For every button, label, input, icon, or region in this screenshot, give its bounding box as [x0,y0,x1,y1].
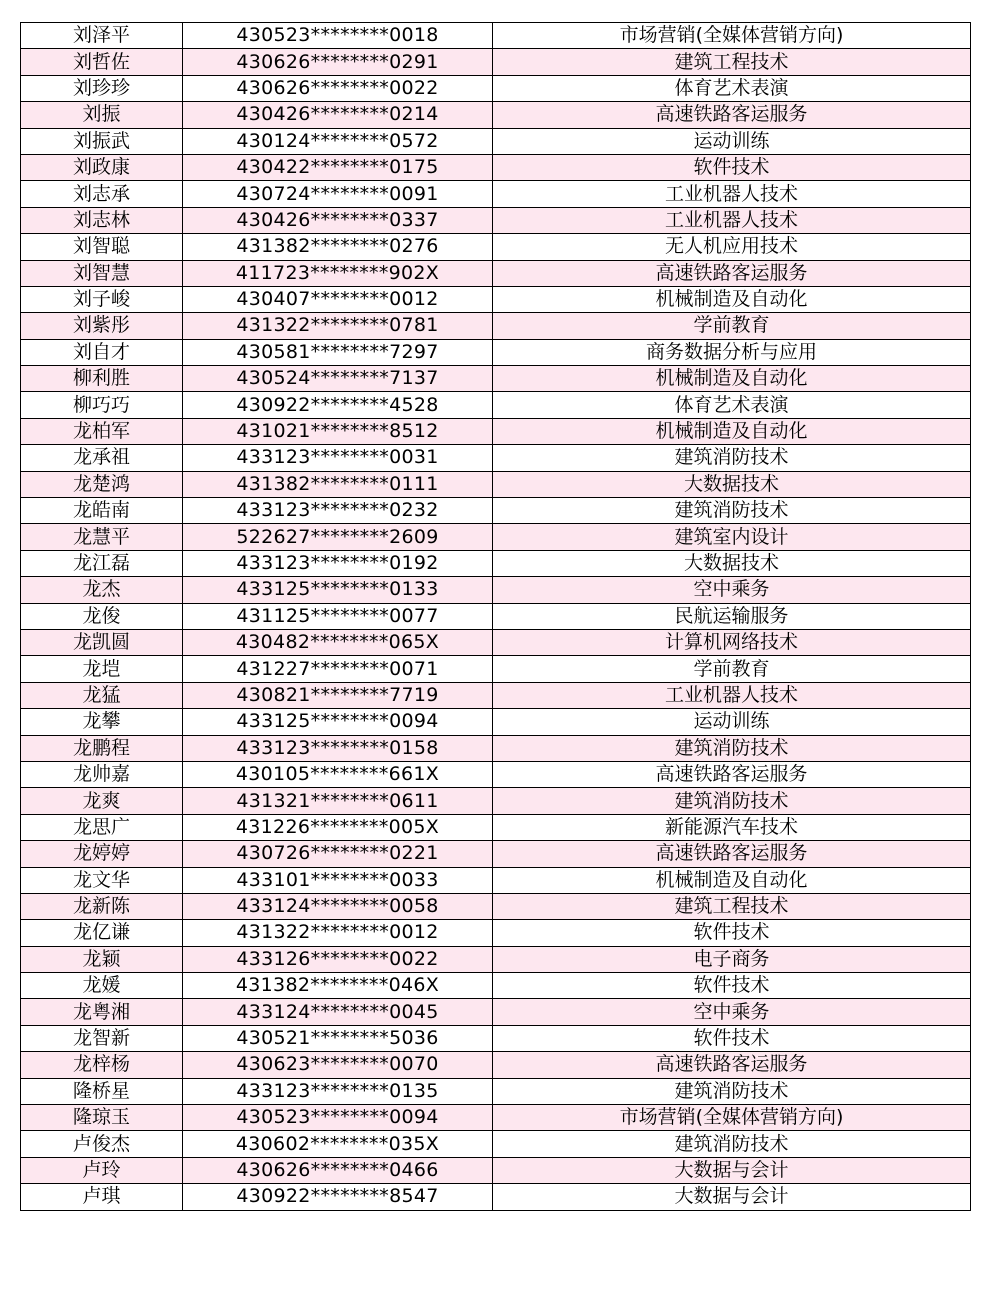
major-cell: 工业机器人技术 [493,682,971,708]
student-name-cell: 龙垲 [21,656,183,682]
major-cell: 大数据技术 [493,471,971,497]
major-cell: 建筑工程技术 [493,49,971,75]
id-number-cell: 522627********2609 [183,524,493,550]
major-cell: 机械制造及自动化 [493,286,971,312]
table-row [21,841,971,867]
student-name-cell: 龙智新 [21,1025,183,1051]
student-name-cell: 柳利胜 [21,366,183,392]
id-number-cell: 433123********0232 [183,498,493,524]
major-cell: 市场营销(全媒体营销方向) [493,23,971,49]
student-name-cell: 龙楚鸿 [21,471,183,497]
student-name-cell: 龙慧平 [21,524,183,550]
student-name-cell: 刘政康 [21,154,183,180]
student-table [20,22,971,1211]
id-number-cell: 433123********0031 [183,445,493,471]
table-row [21,207,971,233]
id-number-cell: 430626********0022 [183,75,493,101]
table-row [21,761,971,787]
table-row [21,656,971,682]
student-name-cell: 刘振武 [21,128,183,154]
student-name-cell: 刘珍珍 [21,75,183,101]
id-number-cell: 430602********035X [183,1131,493,1157]
id-number-cell: 433124********0058 [183,893,493,919]
id-number-cell: 430726********0221 [183,841,493,867]
student-table-body [21,23,971,1211]
id-number-cell: 430581********7297 [183,339,493,365]
student-name-cell: 龙江磊 [21,550,183,576]
table-row [21,1078,971,1104]
student-name-cell: 刘自才 [21,339,183,365]
student-name-cell: 龙梓杨 [21,1052,183,1078]
major-cell: 工业机器人技术 [493,181,971,207]
student-name-cell: 龙爽 [21,788,183,814]
table-row [21,418,971,444]
table-row [21,682,971,708]
major-cell: 学前教育 [493,656,971,682]
table-row [21,1105,971,1131]
id-number-cell: 433123********0158 [183,735,493,761]
table-row [21,471,971,497]
major-cell: 软件技术 [493,1025,971,1051]
major-cell: 建筑消防技术 [493,735,971,761]
table-row [21,524,971,550]
student-name-cell: 卢琪 [21,1184,183,1210]
major-cell: 民航运输服务 [493,603,971,629]
id-number-cell: 430124********0572 [183,128,493,154]
table-row [21,23,971,49]
major-cell: 大数据与会计 [493,1157,971,1183]
table-row [21,550,971,576]
student-name-cell: 龙思广 [21,814,183,840]
table-row [21,154,971,180]
major-cell: 高速铁路客运服务 [493,260,971,286]
id-number-cell: 430521********5036 [183,1025,493,1051]
table-row [21,629,971,655]
major-cell: 高速铁路客运服务 [493,102,971,128]
student-name-cell: 刘泽平 [21,23,183,49]
table-row [21,128,971,154]
table-row [21,893,971,919]
table-row [21,1184,971,1210]
table-row [21,181,971,207]
id-number-cell: 430524********7137 [183,366,493,392]
student-name-cell: 龙新陈 [21,893,183,919]
student-name-cell: 龙俊 [21,603,183,629]
table-row [21,498,971,524]
id-number-cell: 430422********0175 [183,154,493,180]
id-number-cell: 411723********902X [183,260,493,286]
table-row [21,577,971,603]
student-name-cell: 卢玲 [21,1157,183,1183]
major-cell: 体育艺术表演 [493,75,971,101]
id-number-cell: 430922********4528 [183,392,493,418]
student-name-cell: 龙婷婷 [21,841,183,867]
table-row [21,260,971,286]
student-name-cell: 龙攀 [21,709,183,735]
major-cell: 软件技术 [493,920,971,946]
major-cell: 大数据技术 [493,550,971,576]
major-cell: 大数据与会计 [493,1184,971,1210]
id-number-cell: 433101********0033 [183,867,493,893]
id-number-cell: 431382********046X [183,973,493,999]
id-number-cell: 431382********0276 [183,234,493,260]
table-row [21,49,971,75]
student-name-cell: 龙猛 [21,682,183,708]
table-row [21,999,971,1025]
student-name-cell: 卢俊杰 [21,1131,183,1157]
student-name-cell: 龙柏军 [21,418,183,444]
major-cell: 建筑工程技术 [493,893,971,919]
id-number-cell: 430922********8547 [183,1184,493,1210]
major-cell: 高速铁路客运服务 [493,841,971,867]
student-name-cell: 隆琼玉 [21,1105,183,1131]
major-cell: 新能源汽车技术 [493,814,971,840]
table-row [21,366,971,392]
major-cell: 市场营销(全媒体营销方向) [493,1105,971,1131]
student-name-cell: 龙鹏程 [21,735,183,761]
major-cell: 建筑消防技术 [493,1131,971,1157]
student-list-sheet [20,22,970,1211]
student-name-cell: 刘子峻 [21,286,183,312]
id-number-cell: 430821********7719 [183,682,493,708]
id-number-cell: 433126********0022 [183,946,493,972]
id-number-cell: 430482********065X [183,629,493,655]
table-row [21,1131,971,1157]
id-number-cell: 431382********0111 [183,471,493,497]
id-number-cell: 431322********0781 [183,313,493,339]
student-name-cell: 龙皓南 [21,498,183,524]
student-name-cell: 刘智慧 [21,260,183,286]
id-number-cell: 433125********0133 [183,577,493,603]
id-number-cell: 430523********0018 [183,23,493,49]
major-cell: 空中乘务 [493,999,971,1025]
student-name-cell: 刘志林 [21,207,183,233]
table-row [21,1052,971,1078]
major-cell: 电子商务 [493,946,971,972]
table-row [21,735,971,761]
table-row [21,814,971,840]
id-number-cell: 431227********0071 [183,656,493,682]
major-cell: 机械制造及自动化 [493,418,971,444]
student-name-cell: 龙帅嘉 [21,761,183,787]
major-cell: 运动训练 [493,709,971,735]
major-cell: 体育艺术表演 [493,392,971,418]
student-name-cell: 刘振 [21,102,183,128]
table-row [21,973,971,999]
id-number-cell: 433124********0045 [183,999,493,1025]
table-row [21,603,971,629]
table-row [21,339,971,365]
id-number-cell: 430105********661X [183,761,493,787]
major-cell: 空中乘务 [493,577,971,603]
major-cell: 软件技术 [493,973,971,999]
table-row [21,709,971,735]
major-cell: 学前教育 [493,313,971,339]
major-cell: 无人机应用技术 [493,234,971,260]
id-number-cell: 431321********0611 [183,788,493,814]
major-cell: 计算机网络技术 [493,629,971,655]
major-cell: 建筑消防技术 [493,788,971,814]
major-cell: 建筑消防技术 [493,1078,971,1104]
id-number-cell: 430626********0466 [183,1157,493,1183]
table-row [21,946,971,972]
student-name-cell: 龙亿谦 [21,920,183,946]
student-name-cell: 刘智聪 [21,234,183,260]
major-cell: 软件技术 [493,154,971,180]
student-name-cell: 龙杰 [21,577,183,603]
table-row [21,313,971,339]
table-row [21,788,971,814]
id-number-cell: 430426********0337 [183,207,493,233]
major-cell: 商务数据分析与应用 [493,339,971,365]
id-number-cell: 433123********0135 [183,1078,493,1104]
major-cell: 机械制造及自动化 [493,867,971,893]
table-row [21,234,971,260]
student-name-cell: 龙颖 [21,946,183,972]
id-number-cell: 430724********0091 [183,181,493,207]
student-name-cell: 刘哲佐 [21,49,183,75]
student-name-cell: 龙凯圆 [21,629,183,655]
table-row [21,1157,971,1183]
table-row [21,392,971,418]
major-cell: 建筑消防技术 [493,498,971,524]
table-row [21,286,971,312]
table-row [21,75,971,101]
table-row [21,867,971,893]
student-name-cell: 隆桥星 [21,1078,183,1104]
table-row [21,920,971,946]
id-number-cell: 430407********0012 [183,286,493,312]
major-cell: 高速铁路客运服务 [493,1052,971,1078]
table-row [21,1025,971,1051]
major-cell: 机械制造及自动化 [493,366,971,392]
table-row [21,445,971,471]
id-number-cell: 430623********0070 [183,1052,493,1078]
id-number-cell: 430626********0291 [183,49,493,75]
student-name-cell: 龙粤湘 [21,999,183,1025]
major-cell: 建筑室内设计 [493,524,971,550]
student-name-cell: 柳巧巧 [21,392,183,418]
id-number-cell: 430523********0094 [183,1105,493,1131]
student-name-cell: 龙媛 [21,973,183,999]
major-cell: 高速铁路客运服务 [493,761,971,787]
table-row [21,102,971,128]
major-cell: 建筑消防技术 [493,445,971,471]
id-number-cell: 431125********0077 [183,603,493,629]
id-number-cell: 430426********0214 [183,102,493,128]
id-number-cell: 431322********0012 [183,920,493,946]
student-name-cell: 刘志承 [21,181,183,207]
student-name-cell: 龙承祖 [21,445,183,471]
major-cell: 工业机器人技术 [493,207,971,233]
id-number-cell: 433125********0094 [183,709,493,735]
major-cell: 运动训练 [493,128,971,154]
student-name-cell: 刘紫彤 [21,313,183,339]
id-number-cell: 431226********005X [183,814,493,840]
id-number-cell: 431021********8512 [183,418,493,444]
id-number-cell: 433123********0192 [183,550,493,576]
student-name-cell: 龙文华 [21,867,183,893]
